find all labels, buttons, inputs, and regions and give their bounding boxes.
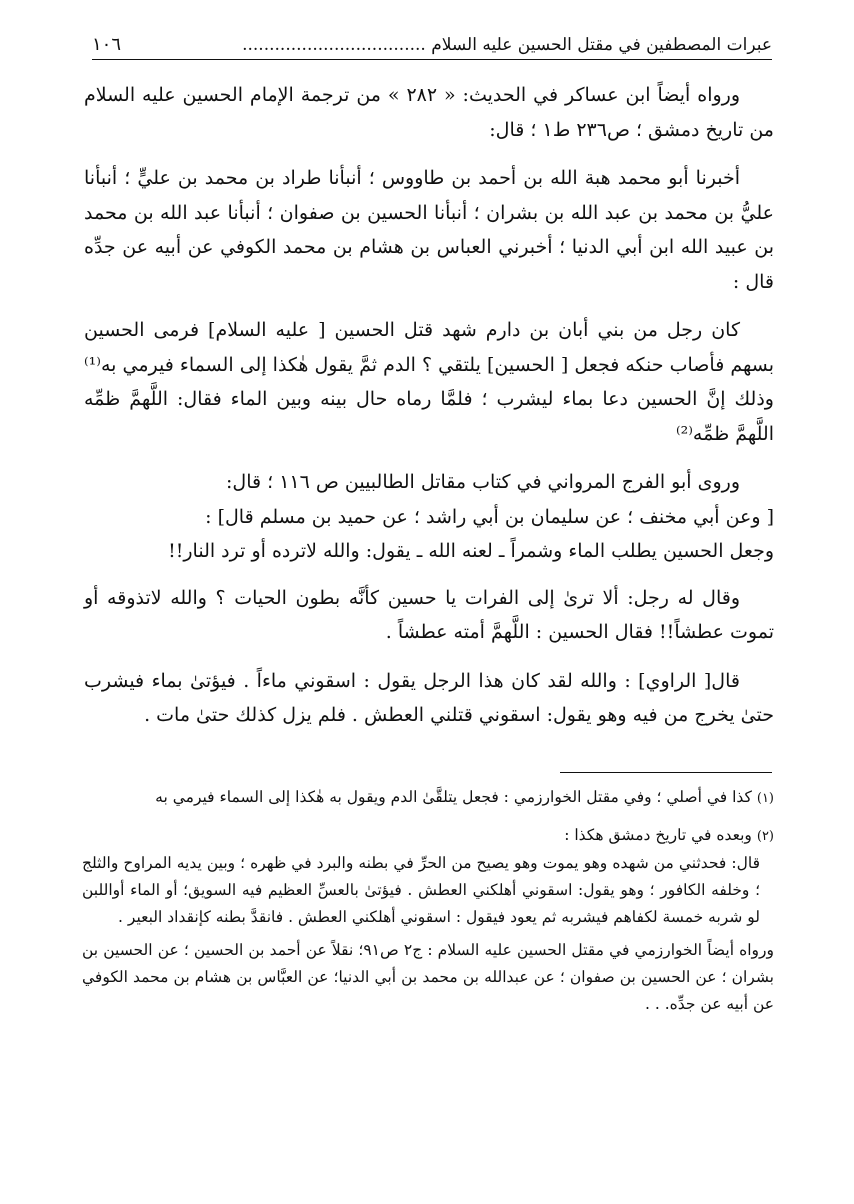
footnote-2 <box>82 822 774 1018</box>
footnote-2-tail: ورواه أيضاً الخوارزمي في مقتل الحسين عليه السلام : ج٢ ص٩١؛ نقلاً عن أحمد بن الحسين ؛ عن الحسين بن بشران ؛ عن الحسين بن صفوان ؛ عن عبدالله بن محمد بن أبي الدنيا؛ عن العبَّاس بن هشام بن محمد الكوفي عن أبيه عن جدِّه. . . <box>82 941 774 1013</box>
paragraph-4 <box>84 465 774 569</box>
paragraph-4-line-2: [ وعن أبي مخنف ؛ عن سليمان بن أبي راشد ؛ عن حميد بن مسلم قال] : <box>205 505 774 528</box>
page-number: ١٠٦ <box>92 34 122 55</box>
paragraph-4-line-3: وجعل الحسين يطلب الماء وشمراً ـ لعنه الله ـ يقول: والله لاترده أو ترد النار!! <box>168 540 774 562</box>
paragraph-4-line-1: وروى أبو الفرج المرواني في كتاب مقاتل الطالبيين ص ١١٦ ؛ قال: <box>226 471 740 493</box>
footnote-divider <box>560 772 772 773</box>
paragraph-1: ورواه أيضاً ابن عساكر في الحديث: « ٢٨٢ » من ترجمة الإمام الحسين عليه السلام من تاريخ دمشق ؛ ص٢٣٦ ط١ ؛ قال: <box>84 84 774 141</box>
footnote-1-marker: (١) <box>756 791 774 806</box>
page-header <box>92 28 772 60</box>
footnote-2-marker: (٢) <box>756 829 774 844</box>
paragraph-6: قال[ الراوي] : والله لقد كان هذا الرجل يقول : اسقوني ماءاً . فيؤتىٰ بماء فيشرب حتىٰ يخرج من فيه وهو يقول: اسقوني قتلني العطش . فلم يزل كذلك حتىٰ مات . <box>84 669 774 726</box>
footnote-2-intro: وبعده في تاريخ دمشق هكذا : <box>564 826 752 844</box>
paragraph-5: وقال له رجل: ألا ترىٰ إلى الفرات يا حسين كأنَّه بطون الحيات ؟ والله لاتذوقه أو تموت عطشاً!! فقال الحسين : اللَّهمَّ أمته عطشاً . <box>84 586 774 643</box>
footnotes <box>82 784 774 1028</box>
main-text <box>84 78 774 747</box>
running-title: عبرات المصطفين في مقتل الحسين عليه السلام .................................. <box>242 35 772 55</box>
footnote-2-body: قال: فحدثني من شهده وهو يموت وهو يصيح من الحرِّ في بطنه والبرد في ظهره ؛ وبين يديه المراوح والثلج ؛ وخلفه الكافور ؛ وهو يقول: اسقوني أهلكني العطش . فيؤتىٰ بالعسِّ العظيم فيه السويق؛ أو الماء أواللبن لو شربه خمسة لكفاهم فيشربه ثم يعود فيقول : اسقوني أهلكني العطش . فانقدَّ بطنه كإنقداد البعير . <box>82 854 760 926</box>
paragraph-3: كان رجل من بني أبان بن دارم شهد قتل الحسين [ عليه السلام] فرمى الحسين بسهم فأصاب حنكه فجعل [ الحسين] يلتقي ؟ الدم ثمَّ يقول هٰكذا إلى السماء فيرمي به⁽¹⁾ وذلك إنَّ الحسين دعا بماء ليشرب ؛ فلمَّا رماه حال بينه وبين الماء فقال: اللَّهمَّ ظمِّه اللَّهمَّ ظمِّه⁽²⁾ <box>84 319 774 445</box>
footnote-1-text: كذا في أصلي ؛ وفي مقتل الخوارزمي : فجعل يتلقَّىٰ الدم ويقول به هٰكذا إلى السماء فيرمي به <box>155 788 752 806</box>
footnote-1 <box>82 784 774 812</box>
paragraph-2: أخبرنا أبو محمد هبة الله بن أحمد بن طاووس ؛ أنبأنا طراد بن محمد بن عليٍّ ؛ أنبأنا عليُّ بن محمد بن عبد الله بن بشران ؛ أنبأنا الحسين بن صفوان ؛ أنبأنا عبد الله بن محمد بن عبيد الله ابن أبي الدنيا ؛ أخبرني العباس بن هشام بن محمد الكوفي عن أبيه عن جدِّه قال : <box>84 167 774 293</box>
